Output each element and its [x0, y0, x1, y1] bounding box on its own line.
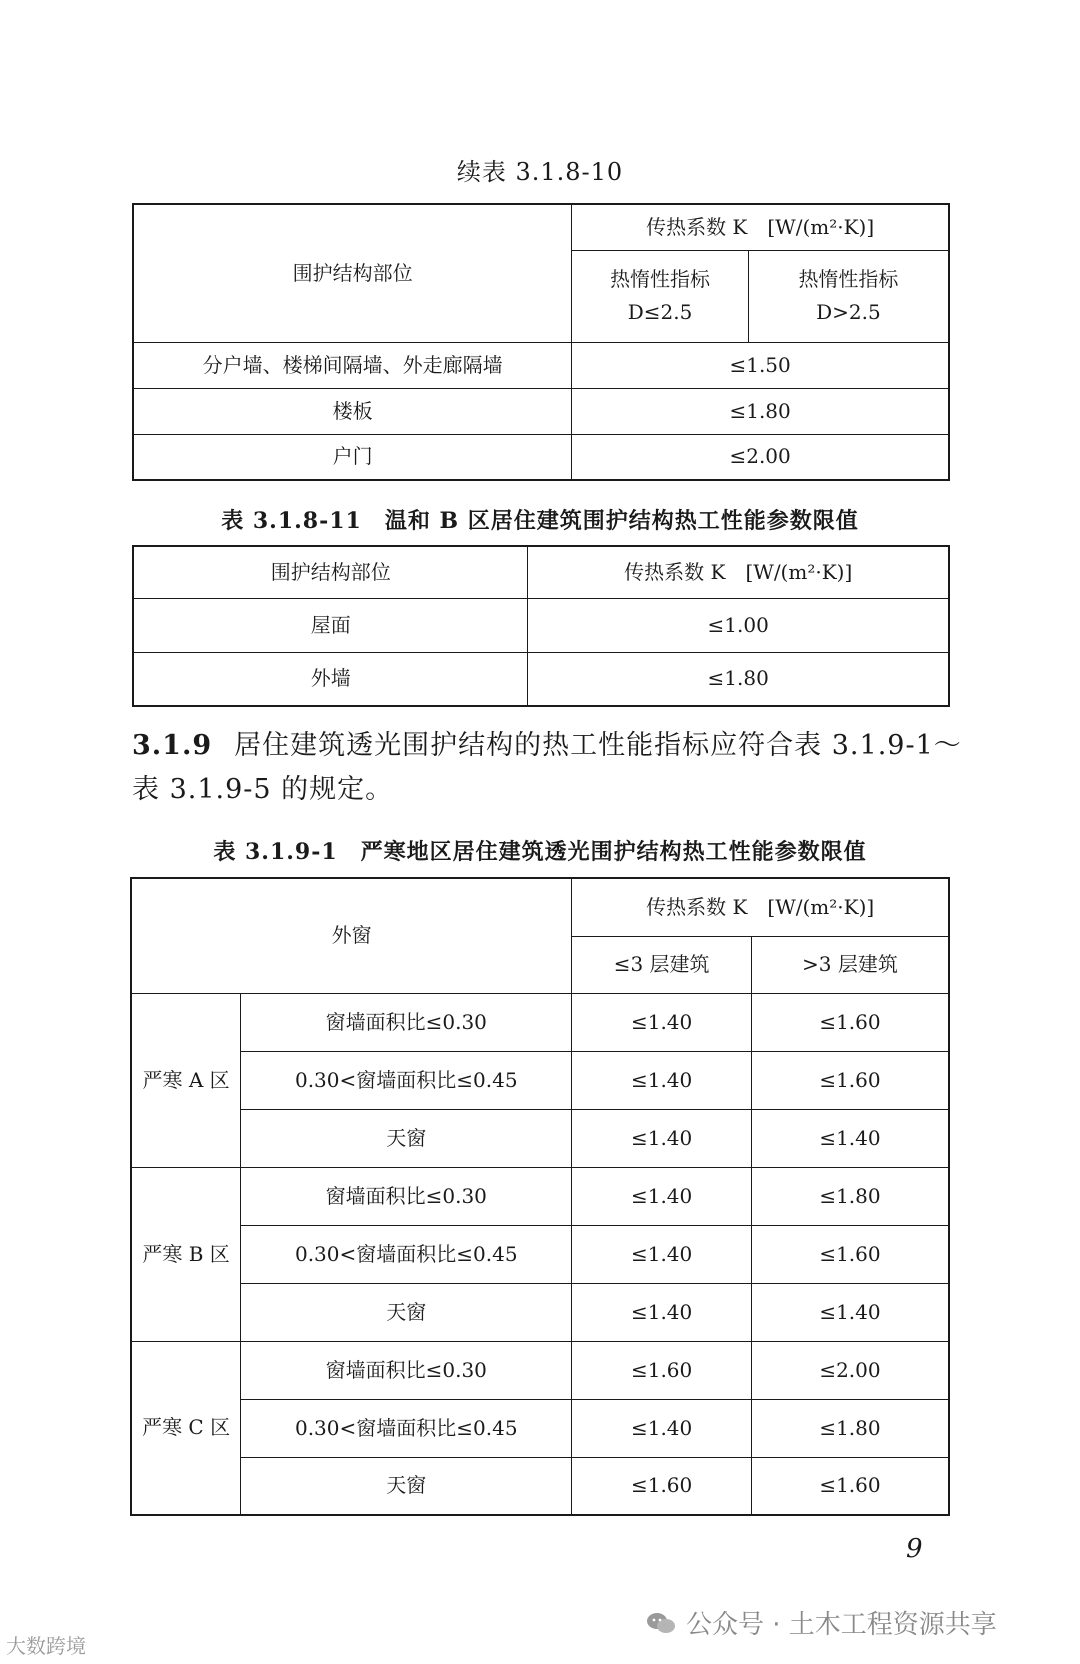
table3-header-window: 外窗 [131, 878, 572, 993]
table-row [131, 993, 949, 1051]
table3-value-low: ≤1.40 [572, 1399, 752, 1457]
table1-value: ≤1.50 [572, 342, 949, 388]
clause-number: 3.1.9 [132, 730, 213, 761]
table3-zone: 严寒 A 区 [131, 993, 241, 1167]
table-row [133, 388, 949, 434]
table1-part: 分户墙、楼梯间隔墙、外走廊隔墙 [133, 342, 572, 388]
table-row [131, 1225, 949, 1283]
table3-value-high: ≤1.40 [751, 1109, 949, 1167]
table3-value-high: ≤1.60 [751, 1051, 949, 1109]
table3-item: 窗墙面积比≤0.30 [241, 1167, 572, 1225]
table2-value: ≤1.00 [528, 598, 949, 652]
watermark-left: 大数跨境 [6, 1634, 86, 1658]
table-row [131, 1109, 949, 1167]
table3-value-high: ≤1.40 [751, 1283, 949, 1341]
table3-value-high: ≤1.60 [751, 1457, 949, 1515]
table3-sub-low: ≤3 层建筑 [572, 936, 752, 993]
table3-value-low: ≤1.40 [572, 1283, 752, 1341]
table3-header-k: 传热系数 K [W/(m²·K)] [572, 878, 949, 936]
table3-value-high: ≤1.80 [751, 1167, 949, 1225]
table3-value-low: ≤1.40 [572, 1109, 752, 1167]
table1-sub-right [748, 250, 949, 342]
watermark-right [646, 1604, 997, 1641]
table2-header-part: 围护结构部位 [133, 546, 528, 598]
table3-sub-high: >3 层建筑 [751, 936, 949, 993]
table3-value-high: ≤1.80 [751, 1399, 949, 1457]
table1-part: 户门 [133, 434, 572, 480]
table3-item: 天窗 [241, 1283, 572, 1341]
table-row [131, 1167, 949, 1225]
table2 [132, 545, 950, 707]
clause-text: 居住建筑透光围护结构的热工性能指标应符合表 3.1.9-1～表 3.1.9-5 的规定。 [132, 730, 962, 805]
table3-value-low: ≤1.60 [572, 1341, 752, 1399]
table2-header-k: 传热系数 K [W/(m²·K)] [528, 546, 949, 598]
table2-value: ≤1.80 [528, 652, 949, 706]
table3-value-low: ≤1.40 [572, 1167, 752, 1225]
table3-item: 0.30<窗墙面积比≤0.45 [241, 1051, 572, 1109]
table-row [133, 598, 949, 652]
table-row [133, 342, 949, 388]
table1-sub-left [572, 250, 749, 342]
table-row [131, 1341, 949, 1399]
table1-sub-right-label: 热惰性指标 [798, 267, 899, 291]
table1-caption: 续表 3.1.8-10 [456, 158, 624, 186]
table3 [130, 877, 950, 1516]
table3-value-high: ≤1.60 [751, 993, 949, 1051]
table-row [131, 1283, 949, 1341]
table3-item: 窗墙面积比≤0.30 [241, 1341, 572, 1399]
table3-value-high: ≤1.60 [751, 1225, 949, 1283]
wechat-icon [646, 1611, 676, 1635]
table3-item: 天窗 [241, 1109, 572, 1167]
table1-sub-left-label: 热惰性指标 [610, 267, 711, 291]
table3-caption: 表 3.1.9-1 严寒地区居住建筑透光围护结构热工性能参数限值 [213, 839, 867, 865]
table3-value-high: ≤2.00 [751, 1341, 949, 1399]
table-row [133, 434, 949, 480]
table3-item: 窗墙面积比≤0.30 [241, 993, 572, 1051]
table1 [132, 203, 950, 481]
table2-part: 屋面 [133, 598, 528, 652]
table3-zone: 严寒 B 区 [131, 1167, 241, 1341]
table3-value-low: ≤1.60 [572, 1457, 752, 1515]
clause-3-1-9 [132, 724, 962, 812]
table3-item: 0.30<窗墙面积比≤0.45 [241, 1225, 572, 1283]
table1-sub-right-cond: D>2.5 [816, 300, 881, 324]
table1-header-part: 围护结构部位 [133, 204, 572, 342]
table1-value: ≤2.00 [572, 434, 949, 480]
table-row [131, 1457, 949, 1515]
table3-zone: 严寒 C 区 [131, 1341, 241, 1515]
table2-part: 外墙 [133, 652, 528, 706]
table1-header-k: 传热系数 K [W/(m²·K)] [572, 204, 949, 250]
page-number: 9 [906, 1534, 923, 1564]
table1-value: ≤1.80 [572, 388, 949, 434]
watermark-right-text: 公众号 · 土木工程资源共享 [686, 1610, 997, 1640]
table3-item: 0.30<窗墙面积比≤0.45 [241, 1399, 572, 1457]
table3-value-low: ≤1.40 [572, 993, 752, 1051]
table1-sub-left-cond: D≤2.5 [627, 300, 693, 324]
table2-caption: 表 3.1.8-11 温和 B 区居住建筑围护结构热工性能参数限值 [221, 508, 859, 534]
table3-item: 天窗 [241, 1457, 572, 1515]
table3-value-low: ≤1.40 [572, 1051, 752, 1109]
table1-part: 楼板 [133, 388, 572, 434]
table-row [131, 1051, 949, 1109]
table-row [131, 1399, 949, 1457]
table-row [133, 652, 949, 706]
table3-value-low: ≤1.40 [572, 1225, 752, 1283]
